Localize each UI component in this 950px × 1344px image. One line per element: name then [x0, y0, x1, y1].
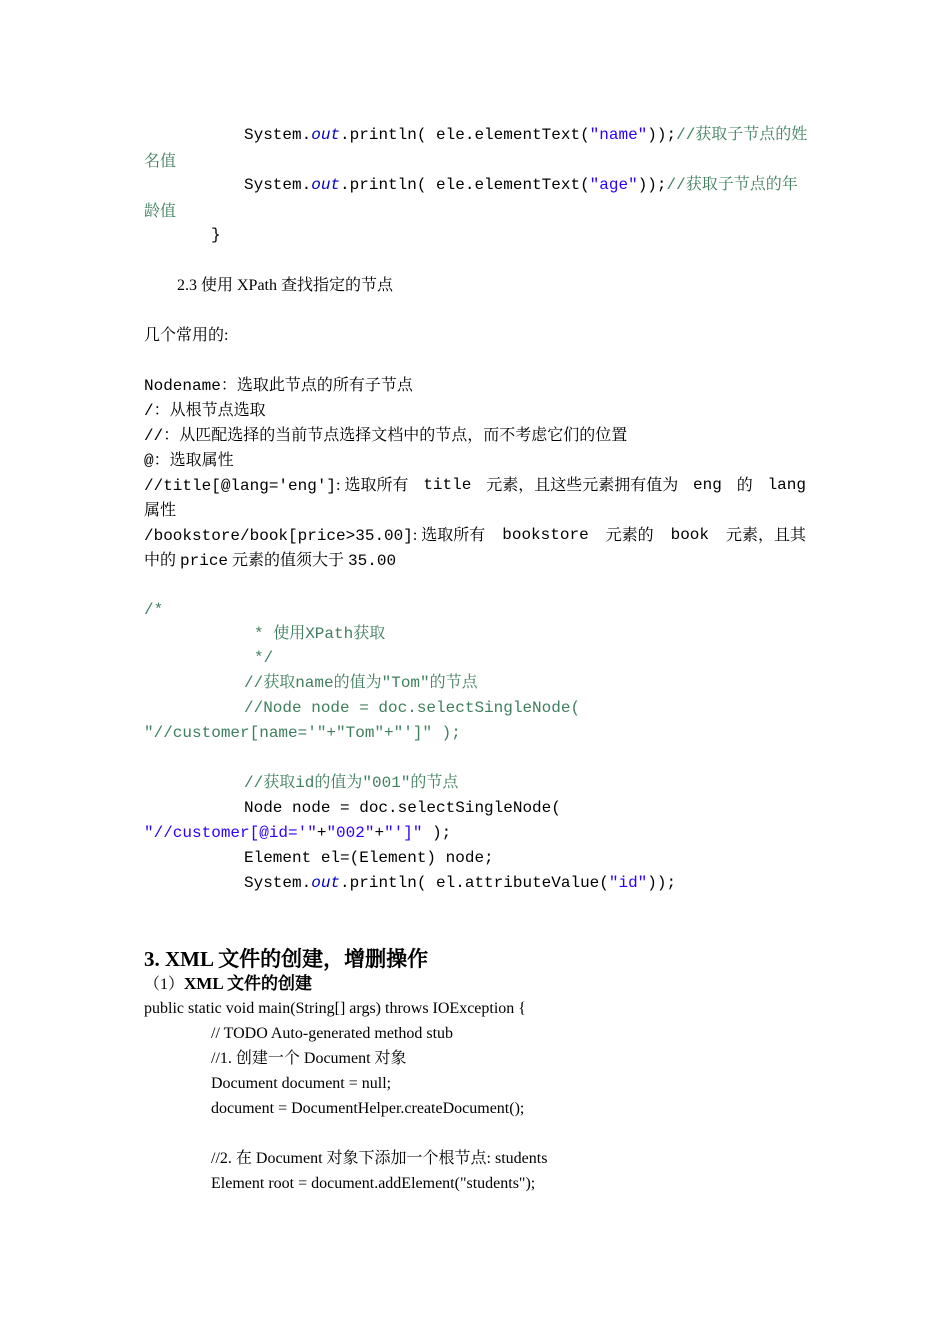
- code-comment: "//customer[name='"+"Tom"+"']" );: [144, 724, 461, 742]
- section-heading: 3. XML 文件的创建，增删操作: [144, 947, 429, 971]
- code-line: System.out.println( ele.elementText("name"));//获取子节点的姓: [244, 126, 808, 144]
- code-comment: //Node node = doc.selectSingleNode(: [244, 699, 581, 717]
- xpath-rule: @：选取属性: [144, 452, 234, 470]
- code-line: Document document = null;: [211, 1075, 392, 1092]
- code-line: }: [211, 226, 221, 244]
- code-line: public static void main(String[] args) throws IOException {: [144, 1000, 526, 1017]
- code-line: "//customer[@id='"+"002"+"']" );: [144, 824, 452, 842]
- code-line: Element el=(Element) node;: [244, 849, 494, 867]
- code-line: Node node = doc.selectSingleNode(: [244, 799, 561, 817]
- code-comment: //获取id的值为"001"的节点: [244, 774, 459, 792]
- code-comment: /*: [144, 601, 164, 619]
- code-line: // TODO Auto-generated method stub: [211, 1025, 454, 1042]
- code-comment: * 使用XPath获取: [254, 625, 386, 643]
- code-comment: */: [254, 649, 274, 667]
- code-line: System.out.println( el.attributeValue("id"));: [244, 874, 677, 892]
- subsection-heading: （1）XML 文件的创建: [144, 974, 312, 993]
- xpath-rule-wrap: 中的 price 元素的值须大于 35.00: [144, 552, 397, 570]
- xpath-rule: //：从匹配选择的当前节点选择文档中的节点，而不考虑它们的位置: [144, 427, 628, 445]
- code-line: Element root = document.addElement("students");: [211, 1175, 536, 1192]
- xpath-rule: Nodename：选取此节点的所有子节点: [144, 377, 413, 395]
- code-line: System.out.println( ele.elementText("age"));//获取子节点的年: [244, 176, 798, 194]
- code-line: //2. 在 Document 对象下添加一个根节点: students: [211, 1150, 548, 1167]
- code-comment: //获取name的值为"Tom"的节点: [244, 674, 478, 692]
- code-line: //1. 创建一个 Document 对象: [211, 1050, 407, 1067]
- code-comment-wrap: 龄值: [144, 201, 177, 220]
- xpath-rule: //title[@lang='eng']: 选取所有 title 元素，且这些元素拥有值为 eng 的 lang: [144, 476, 806, 495]
- code-comment-wrap: 名值: [144, 151, 177, 170]
- xpath-rule: /bookstore/book[price>35.00]: 选取所有 bookstore 元素的 book 元素，且其: [144, 526, 806, 545]
- paragraph: 几个常用的:: [144, 327, 229, 344]
- code-line: document = DocumentHelper.createDocument();: [211, 1100, 525, 1117]
- xpath-rule-wrap: 属性: [144, 502, 177, 519]
- section-heading: 2.3 使用 XPath 查找指定的节点: [177, 277, 394, 294]
- xpath-rule: /：从根节点选取: [144, 402, 266, 420]
